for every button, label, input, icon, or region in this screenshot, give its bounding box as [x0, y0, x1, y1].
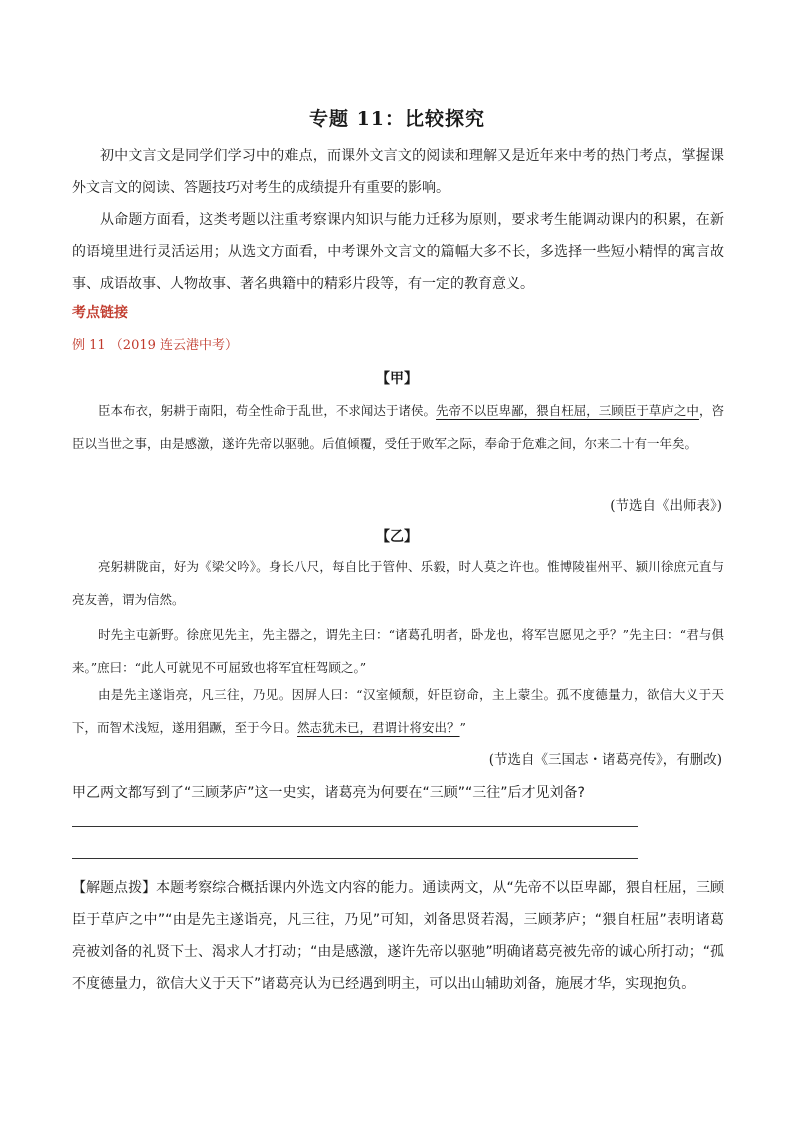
- jia-text-part-2: ，咨臣以当世之事，由是感激，遂许先帝以驱驰。后值倾覆，受任于败军之际，奉命于危难之间，尔来二十有一年矣。: [72, 403, 724, 451]
- passage-jia-source: (节选自《出师表》): [610, 498, 722, 514]
- passage-yi-source: (节选自《三国志・诸葛亮传》，有删改): [488, 752, 722, 768]
- question-text: 甲乙两文都写到了“三顾茅庐”这一史实，诸葛亮为何要在“三顾”“三往”后才见刘备?: [72, 785, 585, 801]
- jia-text-part-1: 臣本布衣，躬耕于南阳，苟全性命于乱世，不求闻达于诸侯。: [98, 403, 437, 418]
- answer-line-1[interactable]: [72, 826, 638, 827]
- yi-text-part-2: ”: [459, 720, 466, 735]
- passage-yi-paragraph-3: [72, 678, 724, 744]
- jia-underlined-sentence: 先帝不以臣卑鄙，猥自枉屈，三顾臣于草庐之中: [436, 403, 699, 418]
- intro-paragraph-2: 从命题方面看，这类考题以注重考察课内知识与能力迁移为原则，要求考生能调动课内的积累，在新的语境里进行灵活运用；从选文方面看，中考课外文言文的篇幅大多不长，多选择一些短小精悍的寓言故事、成语故事、人物故事、著名典籍中的精彩片段等，有一定的教育意义。: [72, 212, 724, 292]
- passage-yi-paragraph-2: 时先主屯新野。徐庶见先主，先主器之，谓先主曰：“诸葛孔明者，卧龙也，将军岂愿见之乎？”先主曰：“君与俱来。”庶曰：“此人可就见不可屈致也将军宜枉驾顾之。”: [72, 627, 724, 675]
- example-label: 例 11 （2019 连云港中考）: [72, 338, 239, 353]
- passage-jia-text: [72, 394, 724, 460]
- section-label: 考点链接: [72, 305, 128, 321]
- passage-yi-paragraph-1: 亮躬耕陇亩，好为《梁父吟》。身长八尺，每自比于管仲、乐毅，时人莫之许也。惟博陵崔州平、颍川徐庶元直与亮友善，谓为信然。: [72, 559, 724, 607]
- intro-paragraph-1: 初中文言文是同学们学习中的难点，而课外文言文的阅读和理解又是近年来中考的热门考点，掌握课外文言文的阅读、答题技巧对考生的成绩提升有重要的影响。: [72, 148, 724, 196]
- passage-yi-heading: 【乙】: [376, 529, 418, 545]
- analysis-text: 【解题点拨】本题考察综合概括课内外选文内容的能力。通读两文，从“先帝不以臣卑鄙，猥自枉屈，三顾臣于草庐之中”“由是先主遂诣亮，凡三往，乃见”可知，刘备思贤若渴，三顾茅庐；“猥自枉屈”表明诸葛亮被刘备的礼贤下士、渴求人才打动；“由是感激，遂许先帝以驱驰”明确诸葛亮被先帝的诚心所打动；“孤不度德量力，欲信大义于天下”诸葛亮认为已经遇到明主，可以出山辅助刘备，施展才华，实现抱负。: [72, 880, 724, 992]
- passage-jia-heading: 【甲】: [376, 371, 418, 387]
- yi-underlined-sentence: 然志犹未已，君谓计将安出？: [297, 720, 460, 735]
- page-title: 专题 11：比较探究: [308, 108, 486, 130]
- yi-text-part-1: 由是先主遂诣亮，凡三往，乃见。因屏人曰：“汉室倾颓，奸臣窃命，主上蒙尘。孤不度德量力，欲信大义于天下，而智术浅短，遂用猖蹶，至于今日。: [72, 687, 724, 735]
- answer-line-2[interactable]: [72, 858, 638, 859]
